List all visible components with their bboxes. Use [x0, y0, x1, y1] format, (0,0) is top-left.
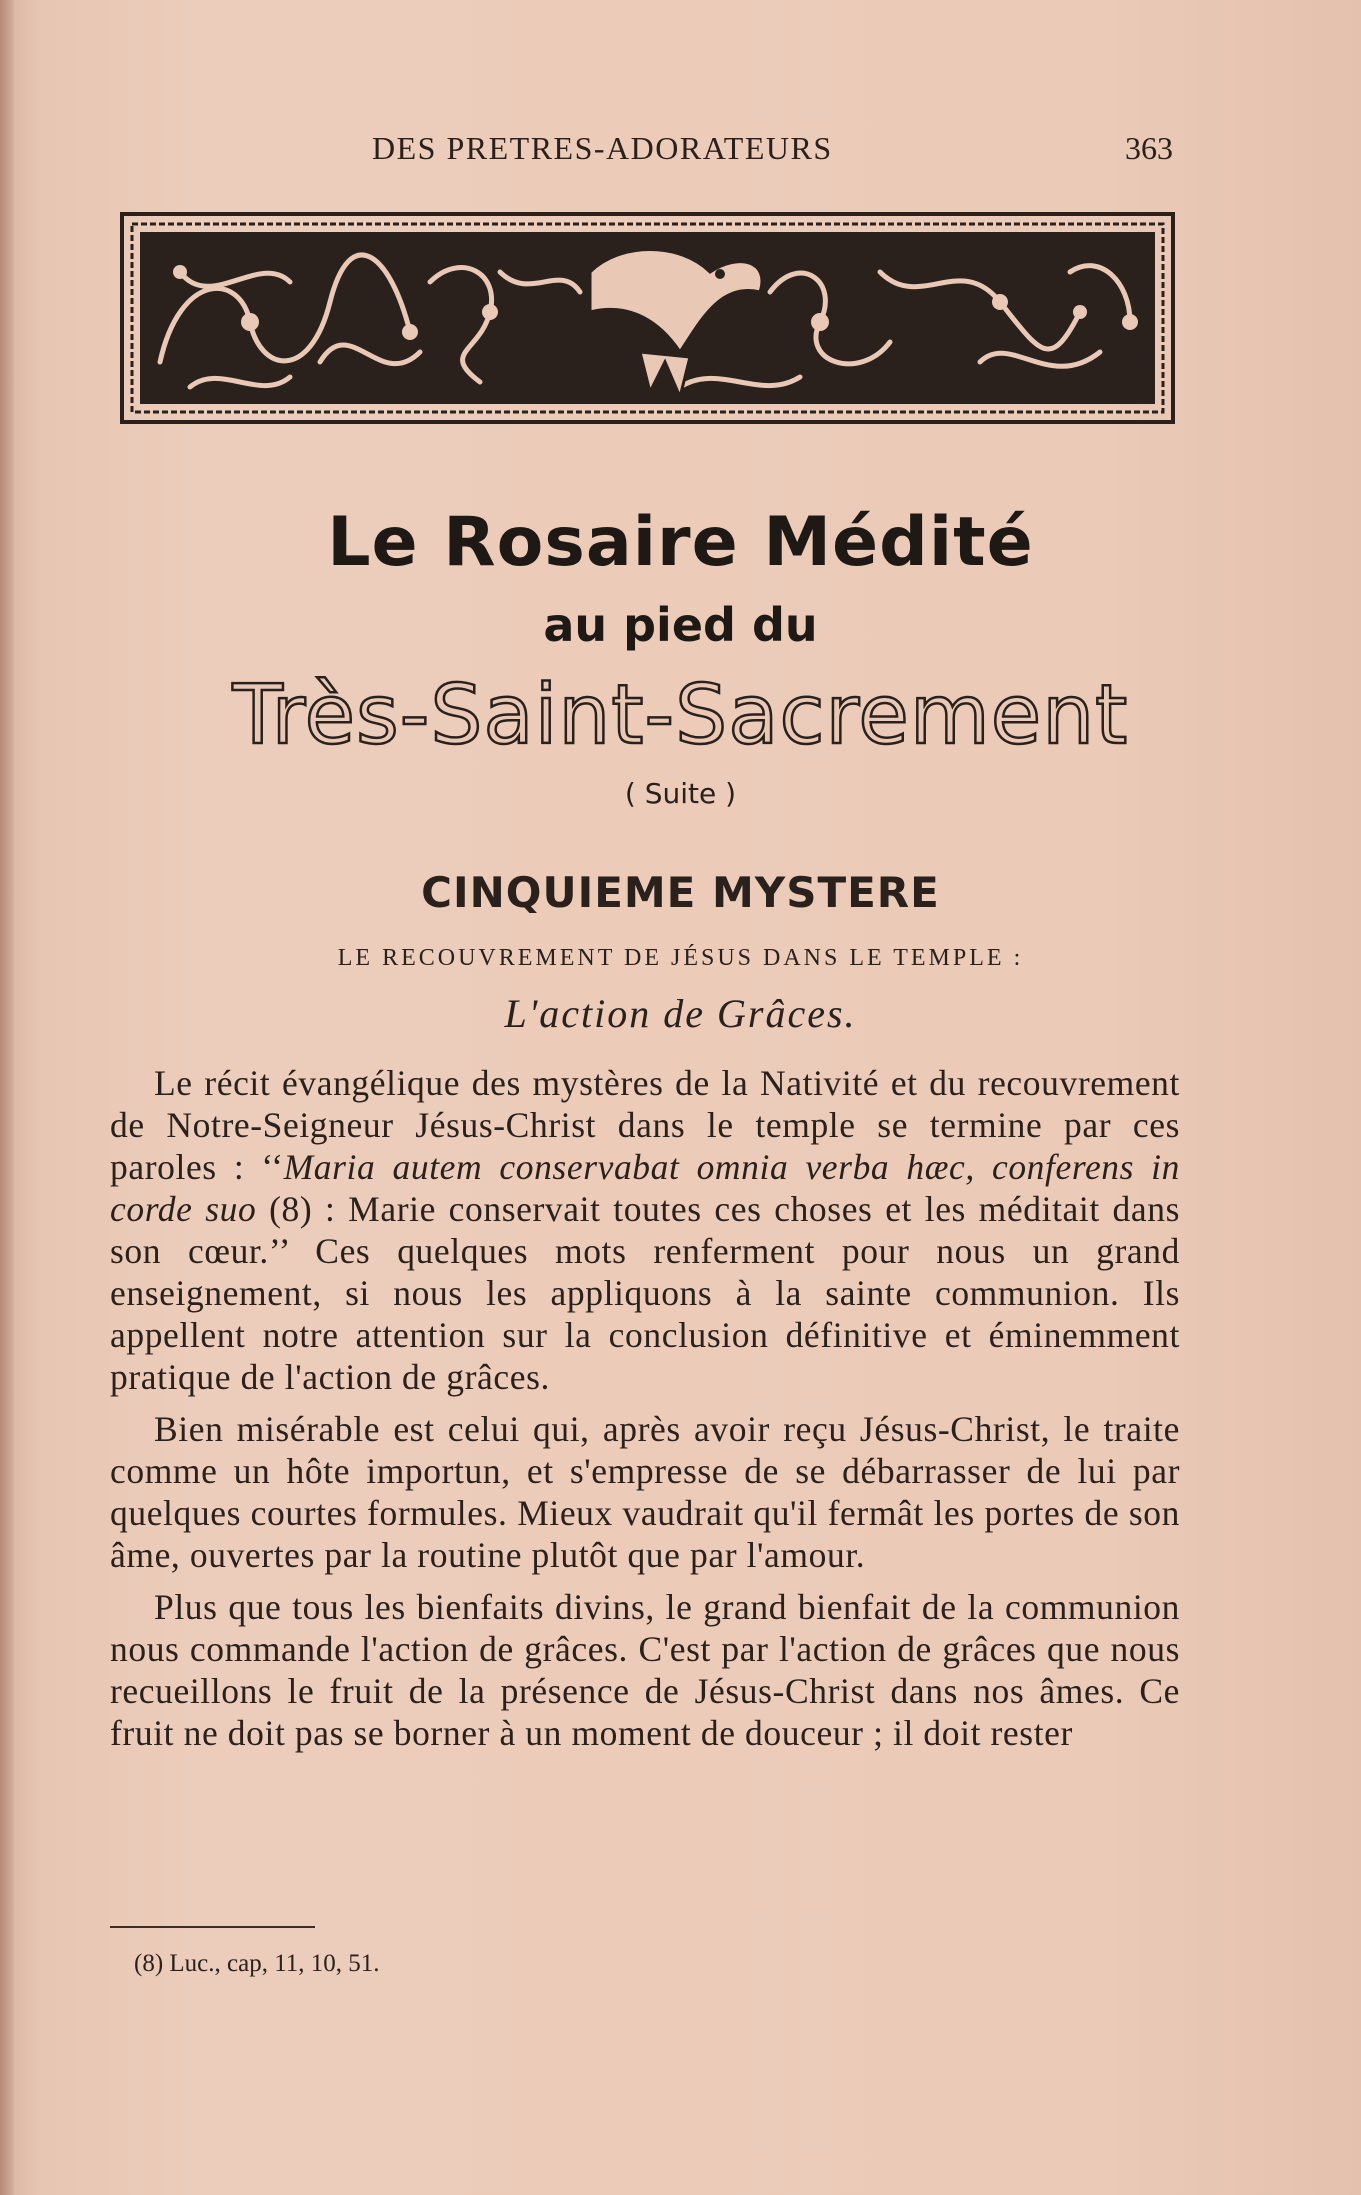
paragraph-1-intro: Le récit évangélique des mystères de la Nativité et du recouvrement de Notre-Seigneur Jésus-Christ dans le temple se termine par ces paroles : ‘‘	[110, 1063, 1180, 1187]
sub-title: au pied du	[543, 598, 818, 652]
page-number: 363	[1125, 130, 1173, 166]
section-heading: CINQUIEME MYSTERE	[421, 868, 940, 917]
page-edge	[0, 0, 14, 2195]
body-text	[110, 1062, 1180, 1764]
suite-label: ( Suite )	[624, 777, 737, 810]
section-subheading: LE RECOUVREMENT DE JÉSUS DANS LE TEMPLE :	[337, 945, 1024, 971]
main-title: Le Rosaire Médité	[327, 503, 1034, 582]
sacrement-title: Très-Saint-Sacrement	[232, 668, 1129, 763]
paragraph-3: Plus que tous les bienfaits divins, le grand bienfait de la communion nous commande l'action de grâces. C'est par l'action de grâces que nous recueillons le fruit de la présence de Jésus-Christ dans nos âmes. Ce fruit ne doit pas se borner à un moment de douceur ; il doit rester	[110, 1587, 1180, 1753]
running-head	[0, 130, 1361, 170]
paragraph-1-rest: (8) : Marie conservait toutes ces choses et les méditait dans son cœur.’’ Ces quelques mots renferment pour nous un grand enseignement, si nous les appliquons à la sainte communion. Ils appellent notre attention sur la conclusion définitive et éminemment pratique de l'action de grâces.	[110, 1189, 1181, 1397]
section-theme: L'action de Grâces.	[504, 991, 857, 1036]
floral-scroll-ornament-icon	[120, 212, 1175, 424]
paragraph-2: Bien misérable est celui qui, après avoir reçu Jésus-Christ, le traite comme un hôte importun, et s'empresse de se débarrasser de lui par quelques courtes formules. Mieux vaudrait qu'il fermât les portes de son âme, ouvertes par la routine plutôt que par l'amour.	[110, 1409, 1180, 1575]
running-title: DES PRETRES-ADORATEURS	[372, 130, 833, 166]
footnote: (8) Luc., cap, 11, 10, 51.	[134, 1950, 380, 1977]
footnote-divider	[110, 1926, 315, 1928]
latin-quote: Maria autem conservabat omnia verba hæc, conferens in corde suo	[110, 1147, 1180, 1229]
paragraph-1	[110, 1062, 1180, 1398]
